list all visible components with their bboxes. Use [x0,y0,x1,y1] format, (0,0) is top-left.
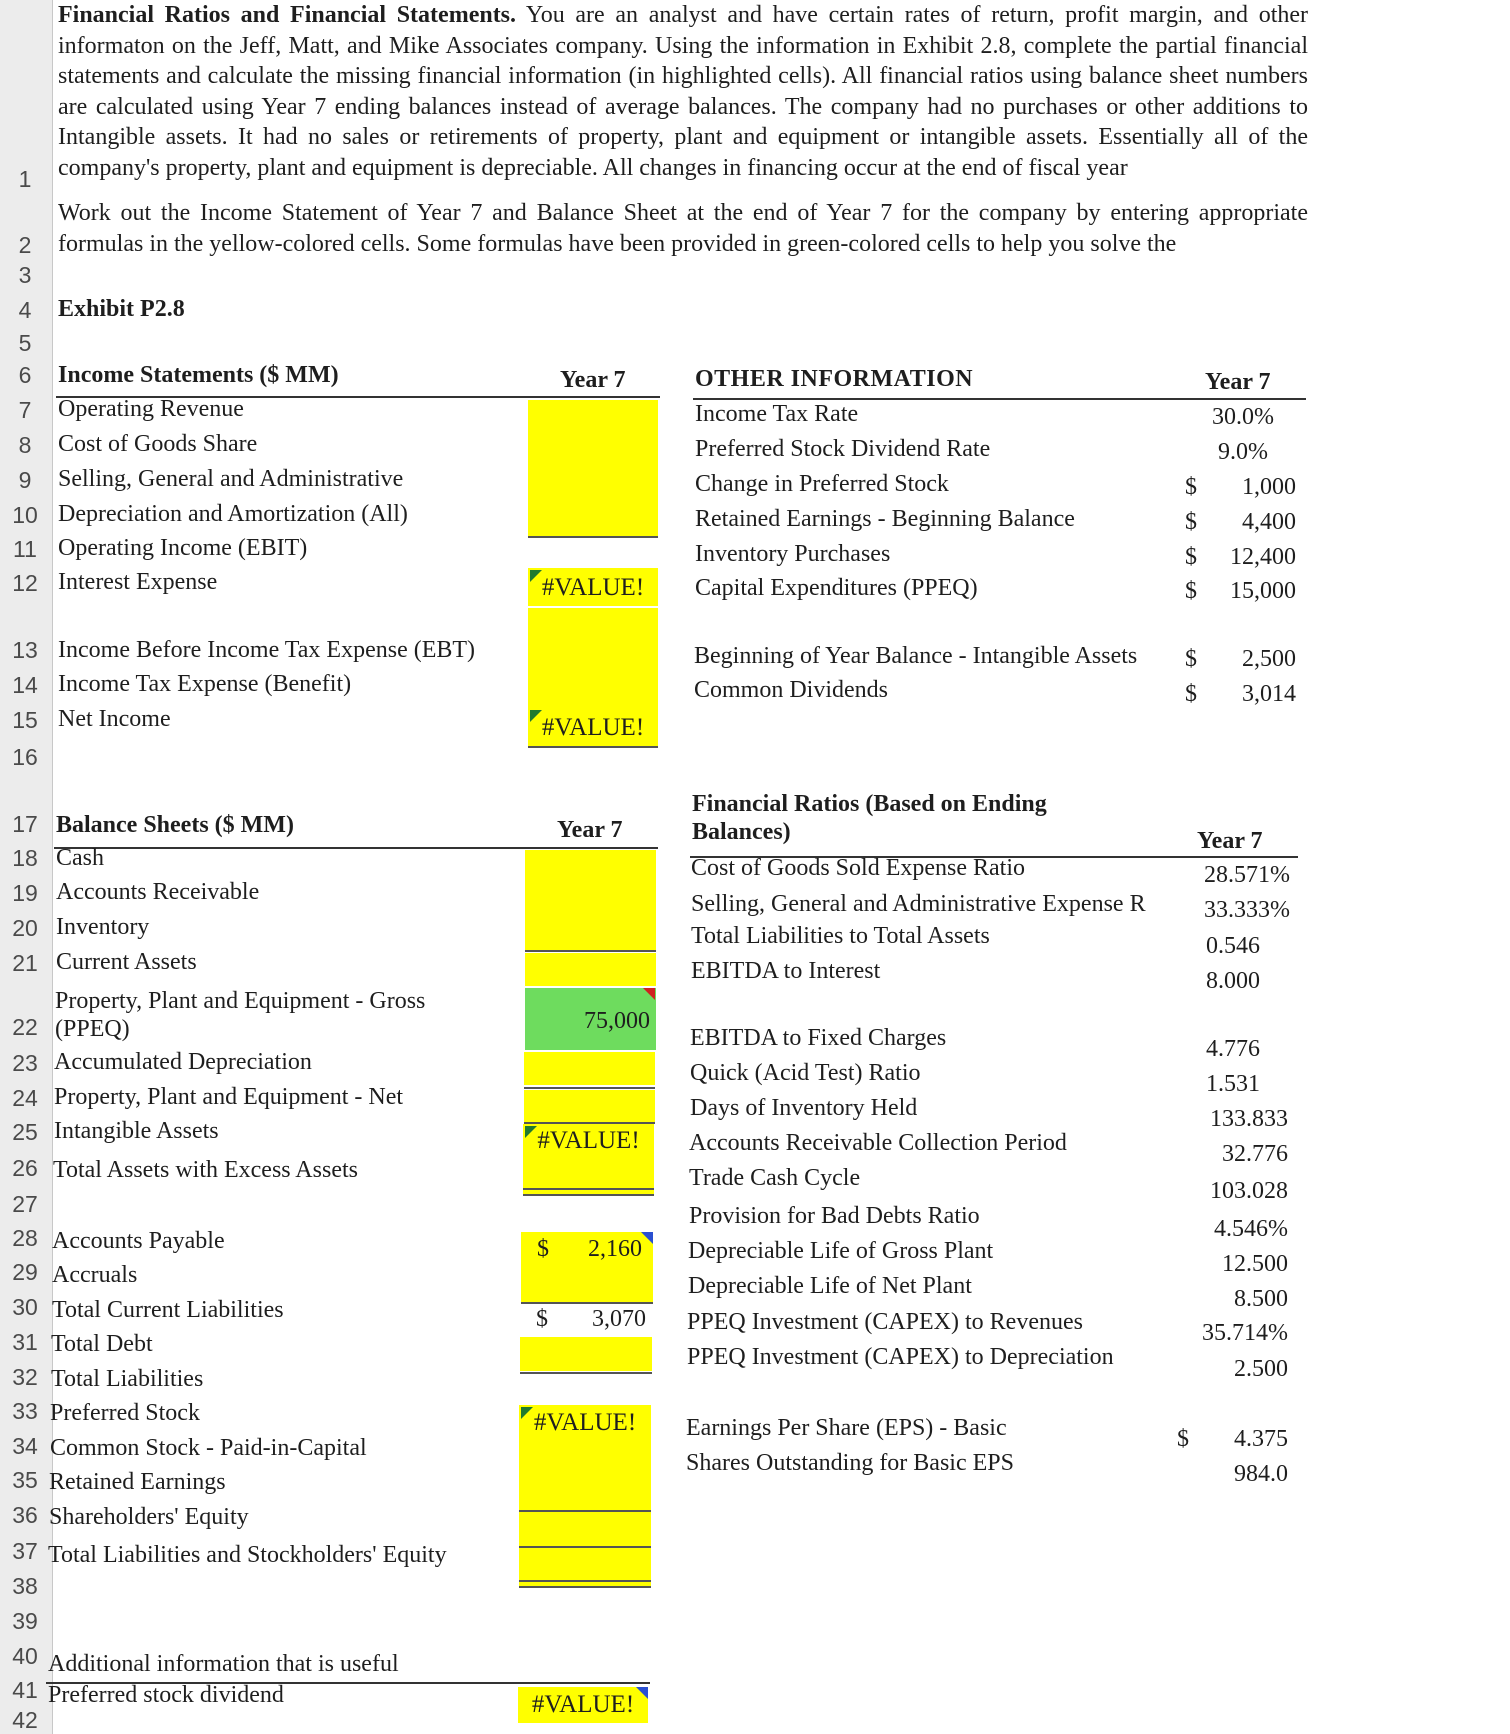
income-row[interactable]: Operating Income (EBIT) [58,535,308,561]
ratio-label[interactable]: Accounts Receivable Collection Period [689,1130,1067,1156]
ratio-value[interactable]: 35.714% [1202,1320,1288,1346]
other-info-header-rule [693,398,1306,400]
row-number[interactable]: 42 [12,1707,38,1733]
income-row[interactable]: Interest Expense [58,569,218,595]
ratio-value[interactable]: 33.333% [1204,897,1290,923]
row-number[interactable]: 39 [12,1608,38,1634]
row-number[interactable]: 34 [12,1433,38,1459]
row-number[interactable]: 2 [18,232,32,258]
row-number[interactable]: 40 [12,1643,38,1669]
income-row[interactable]: Income Tax Expense (Benefit) [58,671,352,697]
cell-border [523,1194,654,1196]
income-statement-title[interactable]: Income Statements ($ MM) [58,362,339,388]
balance-row[interactable]: Intangible Assets [54,1118,219,1144]
ratios-year-header[interactable]: Year 7 [1197,828,1263,854]
ratio-label[interactable]: Total Liabilities to Total Assets [691,923,990,949]
ratio-value[interactable]: 12.500 [1222,1251,1288,1277]
comment-indicator-icon [641,1232,653,1244]
ratio-label[interactable]: Days of Inventory Held [690,1095,918,1121]
cell-border [523,1188,654,1190]
row-number[interactable]: 36 [12,1502,38,1528]
balance-row[interactable]: Accounts Receivable [56,879,260,905]
intro-title: Financial Ratios and Financial Statements. [58,2,517,28]
other-info-year-header[interactable]: Year 7 [1205,369,1271,395]
row-number[interactable]: 17 [12,811,38,837]
row-number[interactable]: 33 [12,1398,38,1424]
other-info-title[interactable]: OTHER INFORMATION [695,366,974,392]
currency-symbol: $ [1177,1426,1189,1452]
balance-row[interactable]: Property, Plant and Equipment - Net [54,1084,404,1110]
other-info-label[interactable]: Beginning of Year Balance - Intangible Assets [694,643,1138,669]
intro-paragraph[interactable] [58,0,1308,196]
cell-border [519,1546,651,1548]
row-number[interactable]: 1 [18,166,32,192]
balance-row[interactable]: Accumulated Depreciation [54,1049,312,1075]
balance-row[interactable]: Total Debt [51,1331,153,1357]
other-info-label[interactable]: Retained Earnings - Beginning Balance [695,506,1075,532]
currency-symbol: $ [1185,474,1197,500]
intro-body: You are an analyst and have certain rates of return, profit margin, and other informaton on the Jeff, Matt, and Mike Associates company. Using the information in Exhibit 2.8, complete the partial financial statements and calculate the missing financial information (in highlighted cells). All financial ratios using balance sheet numbers are calculated using Year 7 ending balances instead of average balances. The company had no purchases or other additions to Intangible assets. It had no sales or retirements of property, plant and equipment or intangible assets. Essentially all of the company's property, plant and equipment is depreciable. All changes in financing occur at the end of fiscal year [58,2,1308,181]
row-number[interactable]: 16 [12,744,38,770]
balance-row[interactable]: Cash [56,845,104,871]
balance-row[interactable]: Preferred Stock [50,1400,200,1426]
row-number[interactable]: 6 [18,362,32,388]
other-info-value[interactable]: 1,000 [1242,474,1296,500]
balance-row[interactable]: Total Liabilities and Stockholders' Equity [48,1542,447,1568]
row-number[interactable]: 35 [12,1467,38,1493]
ratio-label[interactable]: EBITDA to Interest [691,958,881,984]
ratio-value[interactable]: 4.546% [1214,1216,1288,1242]
total-current-liabilities-value: 3,070 [592,1306,646,1332]
instructions-paragraph[interactable]: Work out the Income Statement of Year 7 and Balance Sheet at the end of Year 7 for the company by entering appropriate formulas in the yellow-colored cells. Some formulas have been provided in green-colored cells to help you solve the [58,200,1308,257]
row-number[interactable]: 19 [12,880,38,906]
other-info-value[interactable]: 12,400 [1230,544,1296,570]
balance-row[interactable]: Total Liabilities [51,1366,204,1392]
other-info-label[interactable]: Common Dividends [694,677,889,703]
income-row[interactable]: Depreciation and Amortization (All) [58,501,408,527]
row-number[interactable]: 29 [12,1259,38,1285]
other-info-label[interactable]: Capital Expenditures (PPEQ) [695,575,978,601]
row-number[interactable]: 3 [18,262,32,288]
ratio-label[interactable]: PPEQ Investment (CAPEX) to Depreciation [687,1344,1114,1370]
other-info-value[interactable]: 4,400 [1242,509,1296,535]
currency-symbol: $ [1185,509,1197,535]
preferred-stock-value: #VALUE! [533,1409,637,1436]
cell-border [521,1302,653,1304]
row-number[interactable]: 7 [18,397,32,423]
row-number[interactable]: 9 [18,467,32,493]
ratio-value[interactable]: 103.028 [1210,1178,1288,1204]
cell-border [520,1372,652,1374]
other-info-label[interactable]: Change in Preferred Stock [695,471,949,497]
income-row[interactable]: Cost of Goods Share [58,431,258,457]
ratio-label[interactable]: Depreciable Life of Net Plant [688,1273,972,1299]
ratio-label[interactable]: Depreciable Life of Gross Plant [688,1238,994,1264]
exhibit-title[interactable]: Exhibit P2.8 [58,296,185,322]
ratio-label[interactable]: Earnings Per Share (EPS) - Basic [686,1415,1007,1441]
row-number[interactable]: 27 [12,1191,38,1217]
additional-info-title[interactable]: Additional information that is useful [48,1651,399,1677]
preferred-dividend-label[interactable]: Preferred stock dividend [48,1682,284,1708]
ratio-value[interactable]: 0.546 [1206,933,1260,959]
cell-border [528,746,658,748]
row-number[interactable]: 18 [12,845,38,871]
currency-symbol: $ [1185,646,1197,672]
interest-expense-value: #VALUE! [541,574,645,601]
row-number[interactable]: 12 [12,570,38,596]
cell-border [519,1580,651,1582]
ratio-value[interactable]: 2.500 [1234,1356,1288,1382]
row-number[interactable]: 14 [12,672,38,698]
row-number[interactable]: 15 [12,707,38,733]
balance-row[interactable]: Total Current Liabilities [52,1297,284,1323]
balance-year-header[interactable]: Year 7 [557,817,623,843]
ratio-value[interactable]: 1.531 [1206,1071,1260,1097]
ratio-value[interactable]: 28.571% [1204,862,1290,888]
row-number[interactable]: 31 [12,1329,38,1355]
income-row[interactable]: Selling, General and Administrative [58,466,404,492]
row-number[interactable]: 4 [18,297,32,323]
balance-sheet-title[interactable]: Balance Sheets ($ MM) [56,812,294,838]
currency-symbol: $ [1185,578,1197,604]
income-row[interactable]: Net Income [58,706,171,732]
income-year-header[interactable]: Year 7 [560,367,626,393]
cell-border [525,950,656,952]
ratio-label[interactable]: Shares Outstanding for Basic EPS [686,1450,1014,1476]
row-number[interactable]: 13 [12,637,38,663]
row-number[interactable]: 41 [12,1677,38,1703]
accounts-payable-value: 2,160 [588,1236,642,1262]
row-number[interactable]: 23 [12,1050,38,1076]
preferred-dividend-value: #VALUE! [531,1691,635,1718]
row-number[interactable]: 30 [12,1294,38,1320]
ratio-label[interactable]: PPEQ Investment (CAPEX) to Revenues [687,1309,1083,1335]
ratio-label[interactable]: Quick (Acid Test) Ratio [690,1060,921,1086]
balance-row[interactable]: Inventory [56,914,150,940]
row-header-column [0,0,53,1734]
ratio-value[interactable]: 8.500 [1234,1286,1288,1312]
currency-symbol: $ [1185,544,1197,570]
balance-row[interactable]: Current Assets [56,949,197,975]
currency-symbol: $ [1185,681,1197,707]
ratio-value[interactable]: 4.776 [1206,1036,1260,1062]
ratio-value[interactable]: 4.375 [1234,1426,1288,1452]
ratio-value[interactable]: 32.776 [1222,1141,1288,1167]
cell-border [528,536,658,538]
ppeq-gross-value: 75,000 [584,1008,650,1034]
cell-border [519,1586,651,1588]
cell-border [519,1510,651,1512]
other-info-label[interactable]: Income Tax Rate [695,401,859,427]
ratio-label[interactable]: Selling, General and Administrative Expense R [691,891,1146,917]
balance-row[interactable]: Accounts Payable [52,1228,225,1254]
balance-row[interactable]: Retained Earnings [49,1469,226,1495]
row-number[interactable]: 38 [12,1573,38,1599]
other-info-value[interactable]: 30.0% [1212,404,1274,430]
balance-row[interactable]: Common Stock - Paid-in-Capital [50,1435,367,1461]
row-number[interactable]: 24 [12,1085,38,1111]
other-info-value[interactable]: 15,000 [1230,578,1296,604]
other-info-value[interactable]: 3,014 [1242,681,1296,707]
accum-depr-cell[interactable] [524,1052,655,1085]
other-info-value[interactable]: 9.0% [1218,439,1268,465]
row-number[interactable]: 11 [13,536,37,562]
row-number[interactable]: 26 [12,1155,38,1181]
ratio-label[interactable]: Provision for Bad Debts Ratio [689,1203,980,1229]
ratio-value[interactable]: 133.833 [1210,1106,1288,1132]
ratio-value[interactable]: 8.000 [1206,968,1260,994]
other-info-label[interactable]: Preferred Stock Dividend Rate [695,436,991,462]
cell-border [524,1087,655,1089]
row-number[interactable]: 32 [12,1364,38,1390]
current-asset-cells[interactable] [525,850,656,950]
ratios-title[interactable]: Financial Ratios (Based on Ending Balances) [692,791,1047,845]
row-number[interactable]: 37 [12,1538,38,1564]
income-row[interactable]: Income Before Income Tax Expense (EBT) [58,637,476,663]
row-number[interactable]: 21 [12,950,38,976]
balance-row[interactable]: Shareholders' Equity [49,1504,249,1530]
intangible-assets-value: #VALUE! [537,1127,640,1154]
currency-symbol: $ [536,1306,548,1332]
row-number[interactable]: 10 [12,502,38,528]
balance-row[interactable]: Property, Plant and Equipment - Gross (PPEQ) [55,988,426,1042]
balance-row[interactable]: Accruals [52,1262,138,1288]
row-number[interactable]: 28 [12,1225,38,1251]
ppeq-net-cell[interactable] [524,1090,655,1122]
total-debt-cell[interactable] [520,1337,652,1371]
other-info-label[interactable]: Inventory Purchases [695,541,891,567]
ratio-label[interactable]: Cost of Goods Sold Expense Ratio [691,855,1025,881]
row-number[interactable]: 5 [18,330,32,356]
balance-row[interactable]: Total Assets with Excess Assets [53,1157,358,1183]
row-number[interactable]: 22 [12,1014,38,1040]
other-info-value[interactable]: 2,500 [1242,646,1296,672]
income-input-cells[interactable] [528,400,658,538]
row-number[interactable]: 25 [12,1119,38,1145]
row-number[interactable]: 20 [12,915,38,941]
ratio-label[interactable]: Trade Cash Cycle [689,1165,861,1191]
ratio-label[interactable]: EBITDA to Fixed Charges [690,1025,947,1051]
income-row[interactable]: Operating Revenue [58,396,244,422]
net-income-value: #VALUE! [541,714,645,741]
currency-symbol: $ [537,1236,549,1262]
ratio-value[interactable]: 984.0 [1234,1461,1288,1487]
comment-indicator-icon [643,988,655,1000]
balance-header-rule [54,847,658,849]
row-number[interactable]: 8 [18,432,32,458]
current-assets-cell[interactable] [525,953,656,986]
